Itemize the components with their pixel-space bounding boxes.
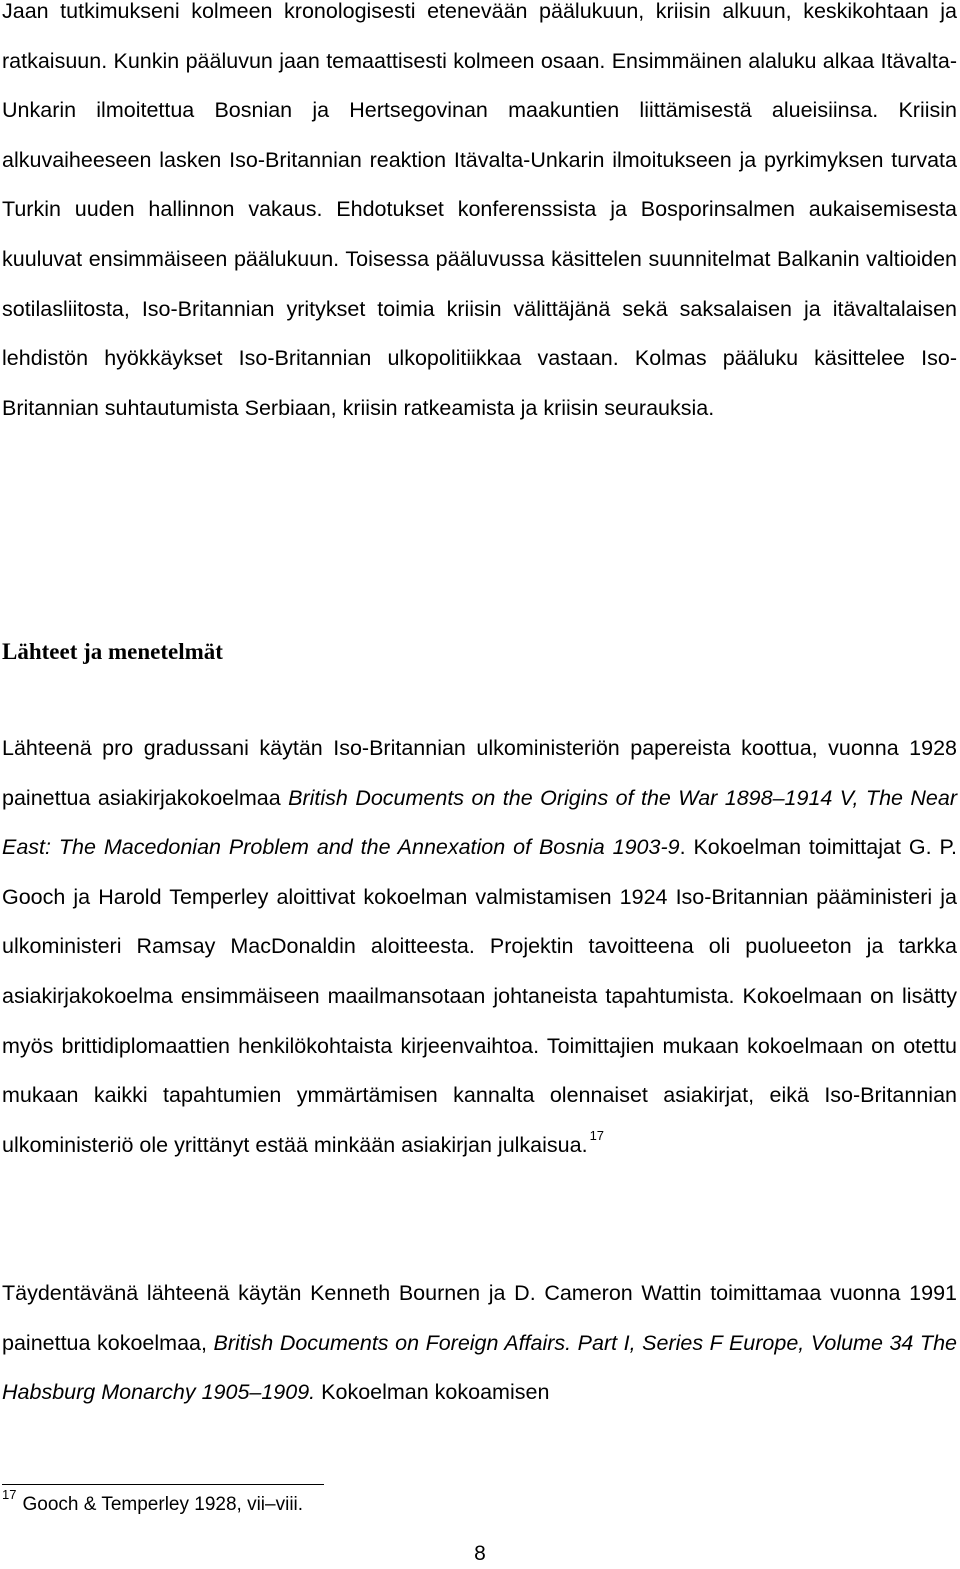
sources-1-book-title: British Documents on the Origins of the War 1898–1914 V, The Near East: The Macedonian Problem and the Annexation of Bosnia 1903-9: [2, 785, 958, 860]
footnote-number: 17: [2, 1486, 17, 1502]
sources-paragraph-2: [2, 1269, 957, 1418]
sources-paragraph-1: [2, 724, 957, 1170]
sources-2-book-title: British Documents on Foreign Affairs. Part I, Series F Europe, Volume 34 The Habsburg Monarchy 1905–1909.: [2, 1330, 957, 1405]
sources-2-text-after: Kokoelman kokoamisen: [315, 1380, 550, 1405]
footnote-divider: [2, 1484, 324, 1485]
intro-paragraph: [2, 0, 957, 433]
sources-1-text-after: . Kokoelman toimittajat G. P. Gooch ja Harold Temperley aloittivat kokoelman valmistamisen 1924 Iso-Britannian pääministeri ja ulkoministeri Ramsay MacDonaldin aloitteesta. Projektin tavoitteena oli puolueeton ja tarkka asiakirjakokoelma ensimmäiseen maailmansotaan johtaneista tapahtumista. Kokoelmaan on lisätty myös brittidiplomaattien henkilökohtaista kirjeenvaihtoa. Toimittajien mukaan kokoelmaan on otettu mukaan kaikki tapahtumien ymmärtämisen kannalta olennaiset asiakirjat, eikä Iso-Britannian ulkoministeriö ole yrittänyt estää minkään asiakirjan julkaisua.: [2, 835, 957, 1157]
intro-text: Jaan tutkimukseni kolmeen kronologisesti etenevään päälukuun, kriisin alkuun, keskikohtaan ja ratkaisuun. Kunkin pääluvun jaan temaattisesti kolmeen osaan. Ensimmäinen alaluku alkaa Itävalta-Unkarin ilmoitettua Bosnian ja Hertsegovinan maakuntien liittämisestä alueisiinsa. Kriisin alkuvaiheeseen lasken Iso-Britannian reaktion Itävalta-Unkarin ilmoitukseen ja pyrkimyksen turvata Turkin uuden hallinnon vakaus. Ehdotukset konferenssista ja Bosporinsalmen aukaisemisesta kuuluvat ensimmäiseen päälukuun. Toisessa pääluvussa käsittelen suunnitelmat Balkanin valtioiden sotilasliitosta, Iso-Britannian yritykset toimia kriisin välittäjänä sekä saksalaisen ja itävaltalaisen lehdistön hyökkäykset Iso-Britannian ulkopolitiikkaa vastaan. Kolmas pääluku käsittelee Iso-Britannian suhtautumista Serbiaan, kriisin ratkeamista ja kriisin seurauksia.: [2, 0, 957, 420]
footnote-text: Gooch & Temperley 1928, vii–viii.: [22, 1494, 304, 1515]
footnote: [2, 1486, 304, 1520]
footnote-reference[interactable]: 17: [589, 1127, 605, 1143]
section-heading: Lähteet ja menetelmät: [2, 639, 223, 664]
sources-1-text-before: Lähteenä pro gradussani käytän Iso-Britannian ulkoministeriön papereista koottua, vuonna 1928 painettua asiakirjakokoelmaa: [2, 736, 957, 810]
sources-2-text-before: Täydentävänä lähteenä käytän Kenneth Bournen ja D. Cameron Wattin toimittamaa vuonna 1991 painettua kokoelmaa,: [2, 1281, 957, 1355]
page-number: 8: [474, 1542, 486, 1565]
